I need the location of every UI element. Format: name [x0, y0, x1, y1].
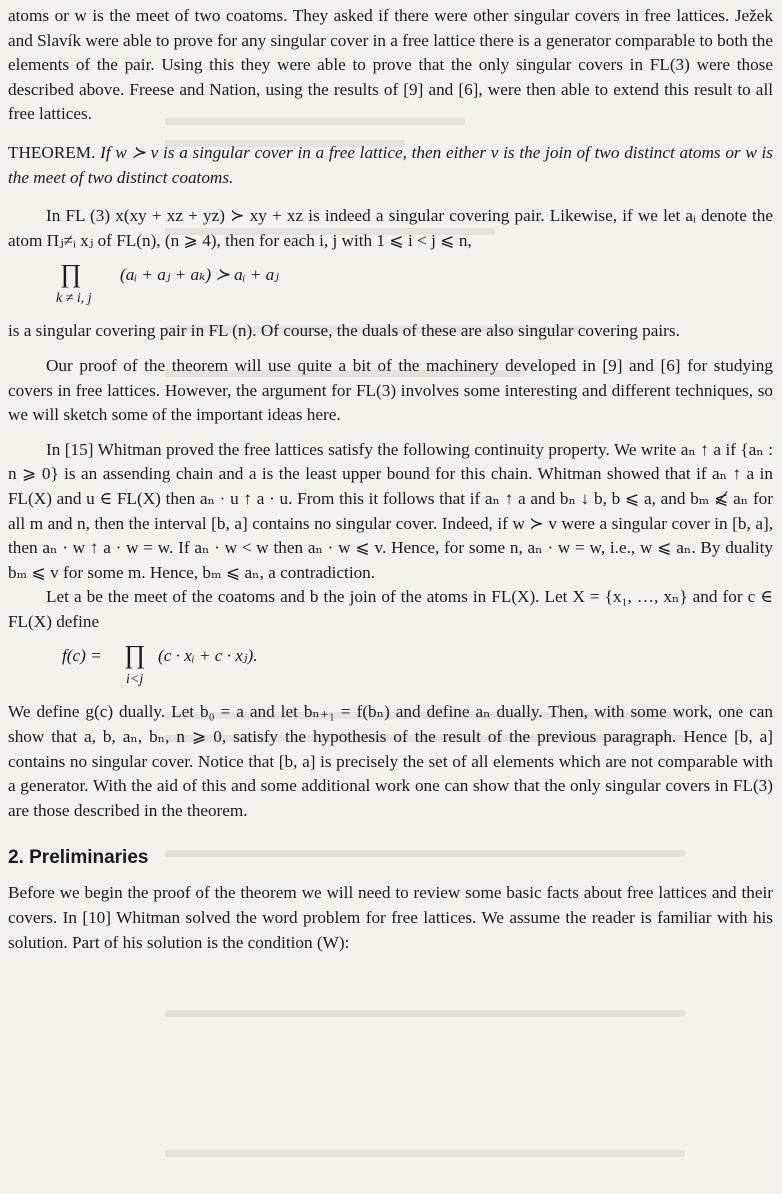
equation-body: (aᵢ + aⱼ + aₖ) ≻ aᵢ + aⱼ [120, 265, 279, 285]
equation-lhs: f(c) = [62, 646, 102, 666]
paragraph-proof-outline: Our proof of the theorem will use quite a bit of the machinery developed in [9] and [6] for studying covers in free lattices. However, the argument for FL(3) involves some interesting and different techniques, so we will sketch some of the important ideas here. [8, 355, 773, 425]
paragraph-continuity: In [15] Whitman proved the free lattices satisfy the following continuity property. We write aₙ ↑ a if {aₙ : n ⩾ 0} is an assending chain and a is the least upper bound for this chain. Whitman showed that if aₙ ↑ a in FL(X) and u ∈ FL(X) then aₙ · u ↑ a · u. From this it follows that if aₙ ↑ a and bₙ ↓ b, b ⩽ a, and bₘ ⩽̸ aₙ for all m and n, then the interval [b, a] contains no singular cover. Indeed, if w ≻ v were a singular cover in [b, a], then aₙ · w ↑ a · w = w. If aₙ · w < w then aₙ · w ⩽ v. Hence, for some n, aₙ · w = w, i.e., w ⩽ aₙ. By duality bₘ ⩽ v for some m. Hence, bₘ ⩽ aₙ, a contradiction. [8, 439, 773, 582]
product-subscript: i<j [126, 672, 144, 688]
theorem-statement: If w ≻ v is a singular cover in a free lattice, then either v is the join of two distinct atoms or w is the meet of two distinct coatoms. [8, 142, 773, 187]
paragraph-define-f: Let a be the meet of the coatoms and b the join of the atoms in FL(X). Let X = {x₁, …, xₙ} and for c ∈ FL(X) define [8, 587, 773, 631]
theorem [8, 141, 773, 190]
product-operator: ∏ [124, 640, 146, 670]
product-subscript: k ≠ i, j [56, 291, 92, 307]
equation-f-definition [8, 640, 773, 696]
section-heading: 2. Preliminaries [8, 847, 149, 869]
paragraph-example: In FL (3) x(xy + xz + yz) ≻ xy + xz is indeed a singular covering pair. Likewise, if we let aᵢ denote the atom Πⱼ≠ᵢ xⱼ of FL(n), (n ⩾ 4), then for each i, j with 1 ⩽ i < j ⩽ n, [8, 206, 773, 250]
theorem-label: THEOREM. [8, 142, 96, 162]
article-body [8, 4, 773, 955]
paragraph-covering-pair: is a singular covering pair in FL (n). Of course, the duals of these are also singular covering pairs. [8, 321, 680, 341]
product-operator: ∏ [60, 259, 82, 289]
equation-body: (c · xᵢ + c · xⱼ). [158, 646, 258, 666]
paragraph-dual: We define g(c) dually. Let b₀ = a and let bₙ₊₁ = f(bₙ) and define aₙ dually. Then, with some work, one can show that a, b, aₙ, bₙ, n ⩾ 0, satisfy the hypothesis of the result of the previous paragraph. Hence [b, a] contains no singular cover. Notice that [b, a] is precisely the set of all elements which are not comparable with a generator. With the aid of this and some additional work one can show that the only singular covers in FL(3) are those described in the theorem. [8, 702, 773, 820]
paragraph-intro: atoms or w is the meet of two coatoms. They asked if there were other singular covers in free lattices. Ježek and Slavík were able to prove for any singular cover in a free lattice there is a generator comparable to both the elements of the pair. Using this they were able to prove that the only singular covers in FL(3) were those described above. Freese and Nation, using the results of [9] and [6], were then able to extend this result to all free lattices. [8, 6, 774, 124]
paragraph-preliminaries: Before we begin the proof of the theorem we will need to review some basic facts about free lattices and their covers. In [10] Whitman solved the word problem for free lattices. We assume the reader is familiar with his solution. Part of his solution is the condition (W): [8, 883, 773, 952]
equation-product-atoms [8, 259, 773, 315]
